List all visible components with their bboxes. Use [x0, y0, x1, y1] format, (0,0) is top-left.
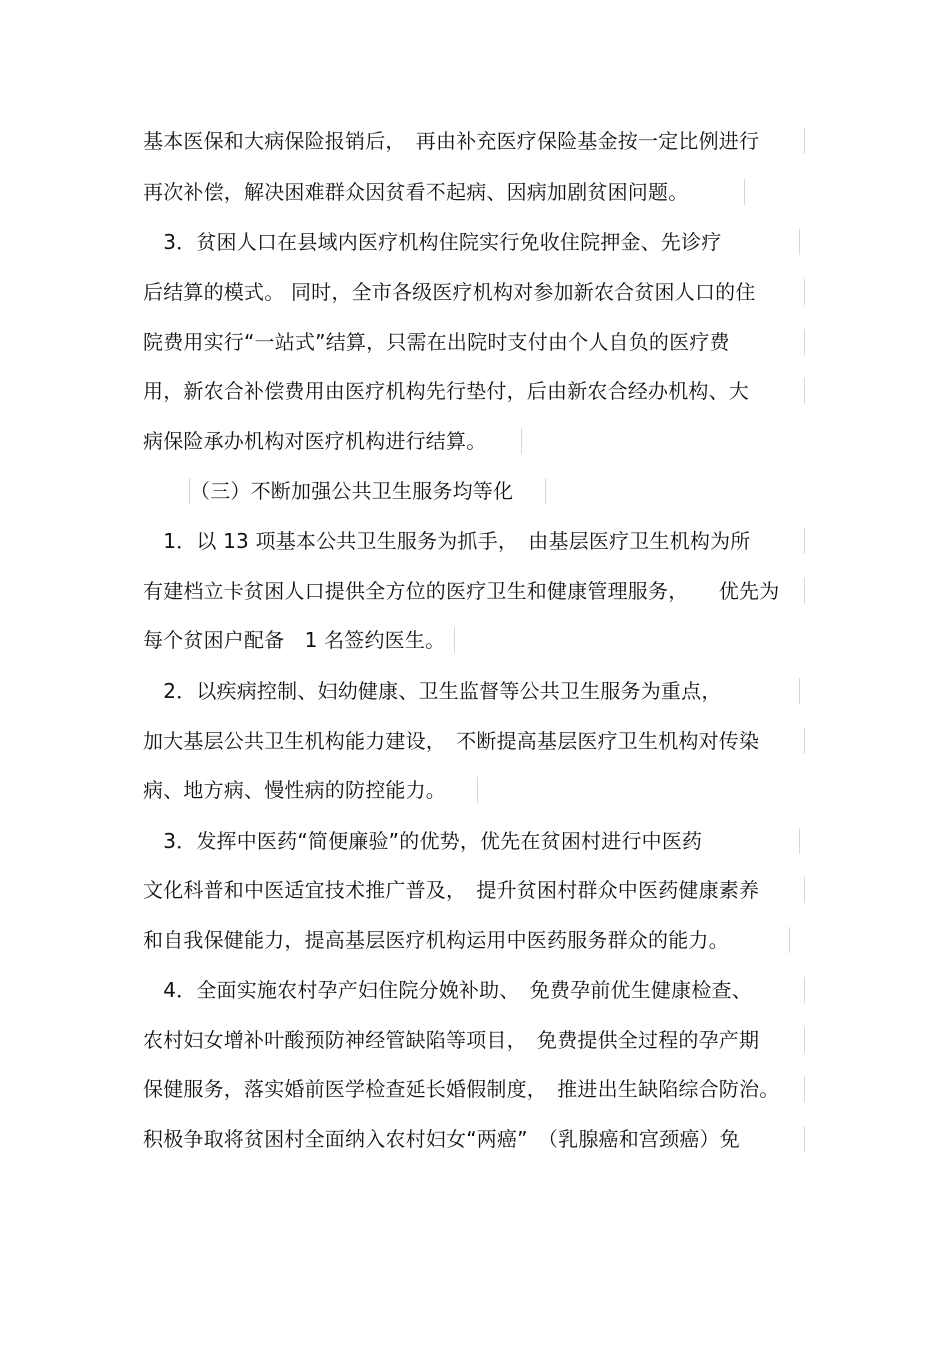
text-line: 4．全面实施农村孕产妇住院分娩补助、 免费孕前优生健康检查、	[143, 978, 752, 1002]
line-edge-rule	[804, 977, 805, 1003]
line-edge-rule	[804, 728, 805, 754]
line-edge-rule	[804, 329, 805, 355]
line-edge-rule	[545, 478, 546, 504]
text-line: 1．以 13 项基本公共卫生服务为抓手， 由基层医疗卫生机构为所	[143, 529, 751, 553]
line-edge-rule	[804, 279, 805, 305]
line-edge-rule	[454, 627, 455, 653]
line-edge-rule	[799, 828, 800, 854]
text-line: 用，新农合补偿费用由医疗机构先行垫付，后由新农合经办机构、大	[143, 379, 749, 403]
text-line: 加大基层公共卫生机构能力建设， 不断提高基层医疗卫生机构对传染	[143, 729, 760, 753]
line-edge-rule	[804, 528, 805, 554]
text-line: 病保险承办机构对医疗机构进行结算。	[143, 429, 487, 453]
line-edge-rule	[789, 927, 790, 953]
text-line: 和自我保健能力，提高基层医疗机构运用中医药服务群众的能力。	[143, 928, 729, 952]
text-line: 基本医保和大病保险报销后， 再由补充医疗保险基金按一定比例进行	[143, 129, 760, 153]
text-line: 每个贫困户配备 1 名签约医生。	[143, 628, 446, 652]
text-line: 文化科普和中医适宜技术推广普及， 提升贫困村群众中医药健康素养	[143, 878, 760, 902]
line-edge-rule	[189, 478, 190, 504]
line-edge-rule	[804, 578, 805, 604]
text-line: 院费用实行“一站式”结算，只需在出院时支付由个人自负的医疗费	[143, 330, 730, 354]
line-edge-rule	[804, 378, 805, 404]
line-edge-rule	[804, 877, 805, 903]
text-line: 病、地方病、慢性病的防控能力。	[143, 778, 446, 802]
line-edge-rule	[799, 229, 800, 255]
line-edge-rule	[804, 1076, 805, 1102]
line-edge-rule	[477, 777, 478, 803]
line-edge-rule	[799, 678, 800, 704]
text-line: 再次补偿，解决困难群众因贫看不起病、因病加剧贫困问题。	[143, 180, 689, 204]
line-edge-rule	[804, 1027, 805, 1053]
line-edge-rule	[804, 128, 805, 154]
text-line: 3．贫困人口在县域内医疗机构住院实行免收住院押金、先诊疗	[143, 230, 722, 254]
line-edge-rule	[804, 1126, 805, 1152]
text-line: 后结算的模式。 同时，全市各级医疗机构对参加新农合贫困人口的住	[143, 280, 756, 304]
text-line: 3．发挥中医药“简便廉验”的优势，优先在贫困村进行中医药	[143, 829, 703, 853]
text-line: 有建档立卡贫困人口提供全方位的医疗卫生和健康管理服务， 优先为	[143, 579, 780, 603]
text-line: 积极争取将贫困村全面纳入农村妇女“两癌” （乳腺癌和宫颈癌）免	[143, 1127, 740, 1151]
text-line: 保健服务，落实婚前医学检查延长婚假制度， 推进出生缺陷综合防治。	[143, 1077, 780, 1101]
line-edge-rule	[521, 428, 522, 454]
section-heading: （三）不断加强公共卫生服务均等化	[190, 479, 514, 503]
text-line: 农村妇女增补叶酸预防神经管缺陷等项目， 免费提供全过程的孕产期	[143, 1028, 760, 1052]
line-edge-rule	[744, 179, 745, 205]
text-line: 2．以疾病控制、妇幼健康、卫生监督等公共卫生服务为重点，	[143, 679, 722, 703]
